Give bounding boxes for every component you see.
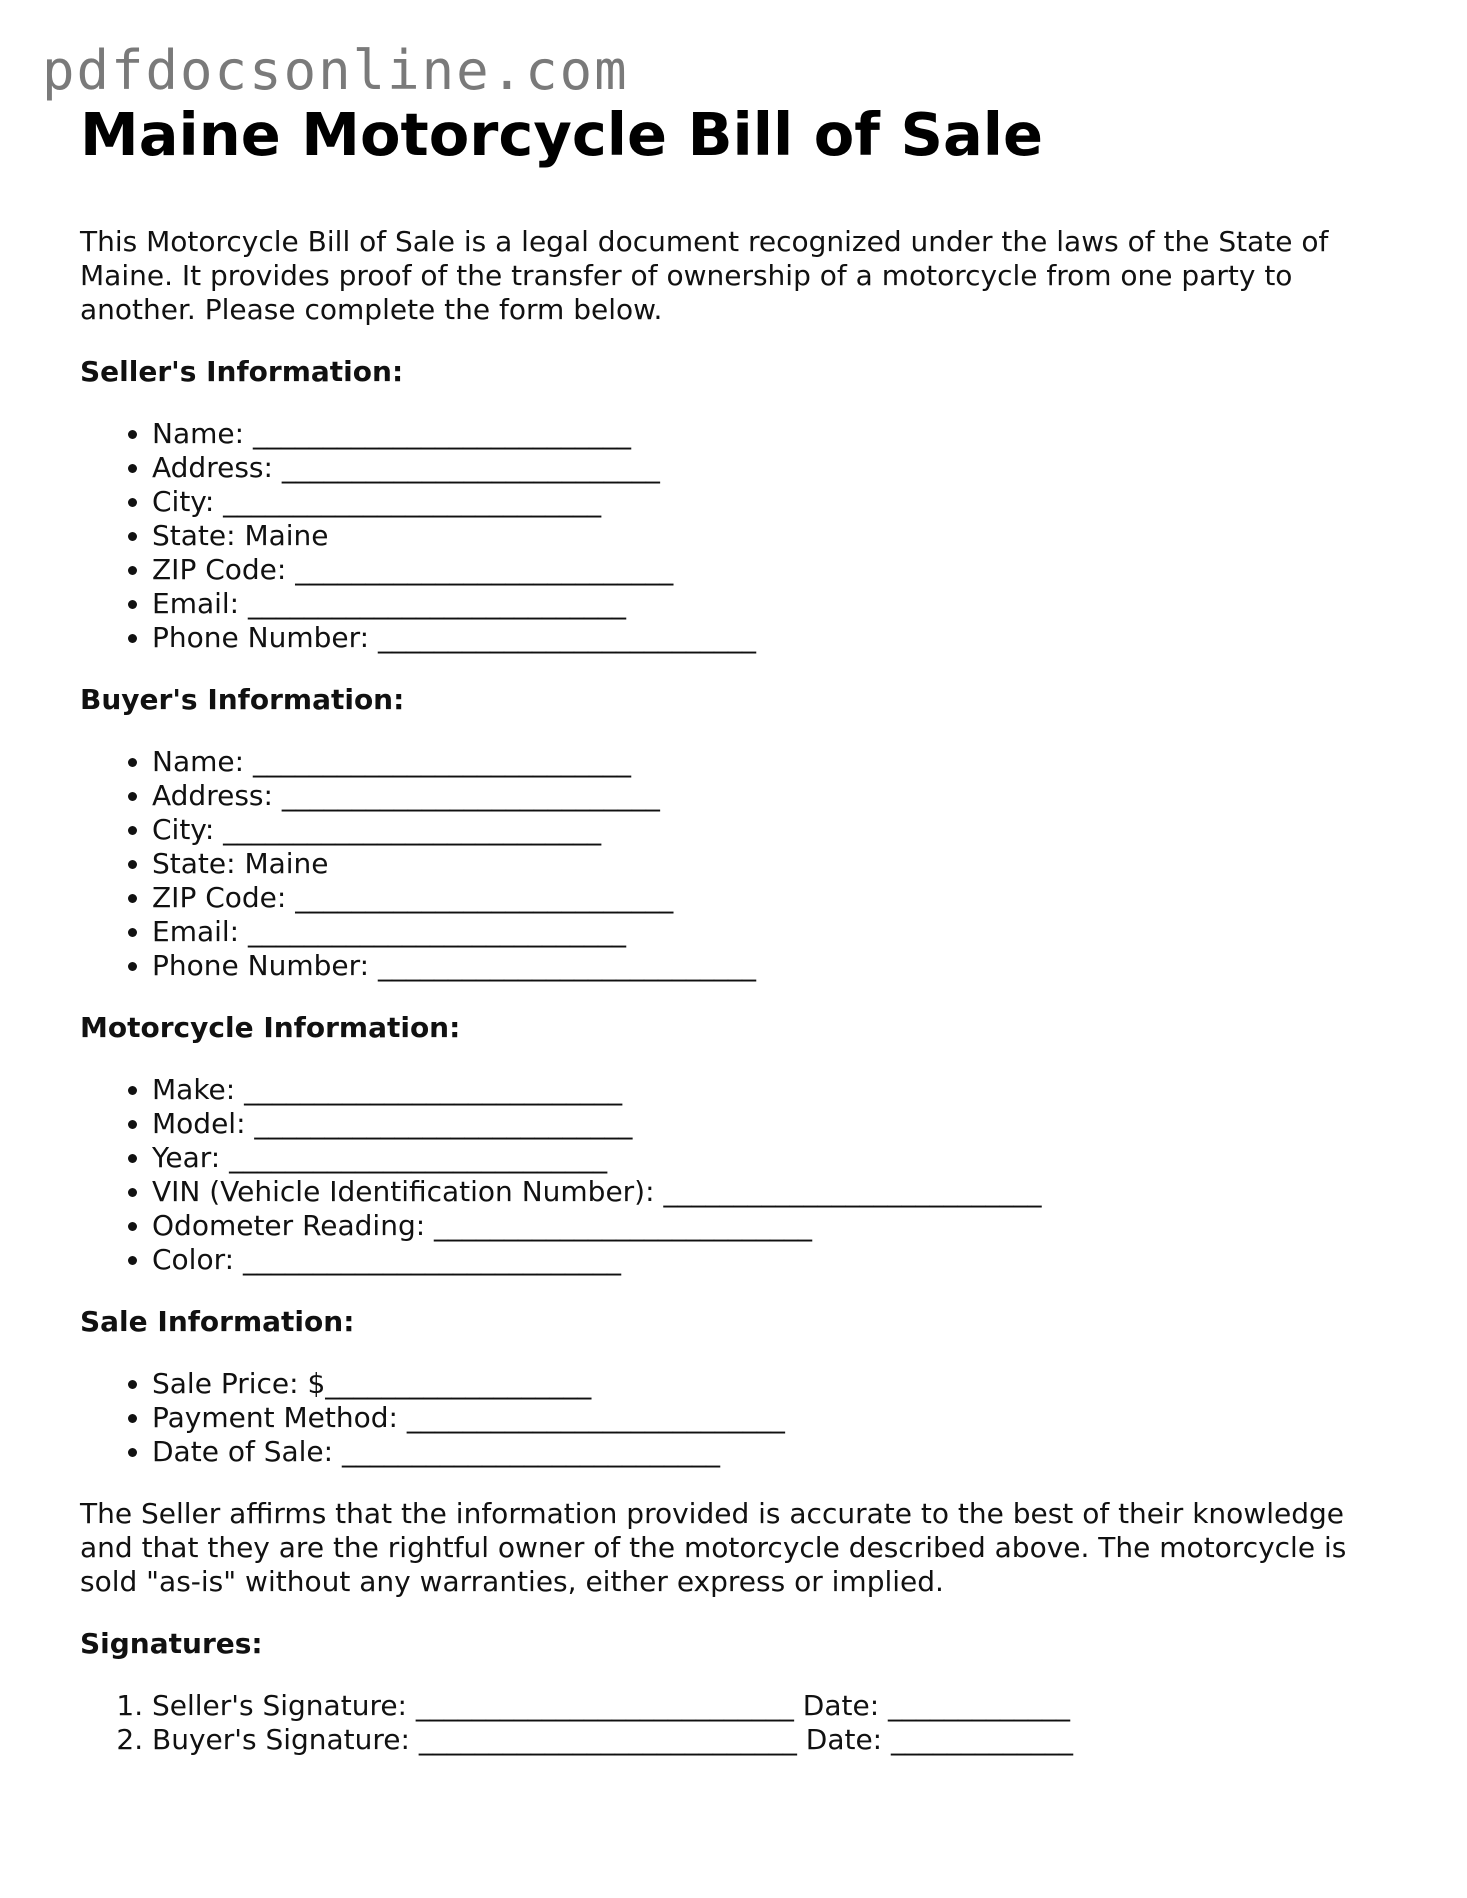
seller-address-field[interactable]: • Address: ___________________________ [152,451,1400,485]
buyer-heading: Buyer's Information: [80,682,405,716]
motorcycle-color-field[interactable]: • Color: ___________________________ [152,1243,1400,1277]
seller-heading: Seller's Information: [80,354,404,388]
buyer-signature-line[interactable]: 2. Buyer's Signature: ___________________________ Date: _____________ [152,1723,1400,1757]
motorcycle-make-field[interactable]: • Make: ___________________________ [152,1073,1400,1107]
seller-fields-list [80,417,1400,655]
seller-city-field[interactable]: • City: ___________________________ [152,485,1400,519]
sale-heading: Sale Information: [80,1304,355,1338]
seller-name-field[interactable]: • Name: ___________________________ [152,417,1400,451]
motorcycle-model-field[interactable]: • Model: ___________________________ [152,1107,1400,1141]
seller-signature-line[interactable]: 1. Seller's Signature: ___________________________ Date: _____________ [152,1689,1400,1723]
signatures-list [80,1689,1400,1757]
signatures-heading: Signatures: [80,1626,263,1660]
date-of-sale-field[interactable]: • Date of Sale: ___________________________ [152,1435,1400,1469]
motorcycle-odometer-field[interactable]: • Odometer Reading: ___________________________ [152,1209,1400,1243]
watermark: pdfdocsonline.com [42,39,629,102]
buyer-address-field[interactable]: • Address: ___________________________ [152,779,1400,813]
buyer-name-field[interactable]: • Name: ___________________________ [152,745,1400,779]
seller-state-field: • State: Maine [152,519,1400,553]
buyer-fields-list [80,745,1400,983]
seller-email-field[interactable]: • Email: ___________________________ [152,587,1400,621]
document-title: Maine Motorcycle Bill of Sale [80,100,1044,169]
buyer-phone-field[interactable]: • Phone Number: ___________________________ [152,949,1400,983]
buyer-state-field: • State: Maine [152,847,1400,881]
seller-zip-field[interactable]: • ZIP Code: ___________________________ [152,553,1400,587]
payment-method-field[interactable]: • Payment Method: ___________________________ [152,1401,1400,1435]
affirmation-paragraph: The Seller affirms that the information provided is accurate to the best of their knowledge and that they are the rightful owner of the motorcycle described above. The motorcycle is sold "as-is" without any warranties, either express or implied. [80,1496,1347,1598]
buyer-city-field[interactable]: • City: ___________________________ [152,813,1400,847]
sale-price-field[interactable]: • Sale Price: $___________________ [152,1367,1400,1401]
buyer-email-field[interactable]: • Email: ___________________________ [152,915,1400,949]
motorcycle-vin-field[interactable]: • VIN (Vehicle Identification Number): ___________________________ [152,1175,1400,1209]
motorcycle-heading: Motorcycle Information: [80,1010,461,1044]
motorcycle-year-field[interactable]: • Year: ___________________________ [152,1141,1400,1175]
motorcycle-fields-list [80,1073,1400,1277]
intro-paragraph: This Motorcycle Bill of Sale is a legal document recognized under the laws of the State of Maine. It provides proof of the transfer of ownership of a motorcycle from one party to another. Please complete the form below. [80,224,1329,326]
seller-phone-field[interactable]: • Phone Number: ___________________________ [152,621,1400,655]
buyer-zip-field[interactable]: • ZIP Code: ___________________________ [152,881,1400,915]
document-page [80,100,1400,1757]
sale-fields-list [80,1367,1400,1469]
